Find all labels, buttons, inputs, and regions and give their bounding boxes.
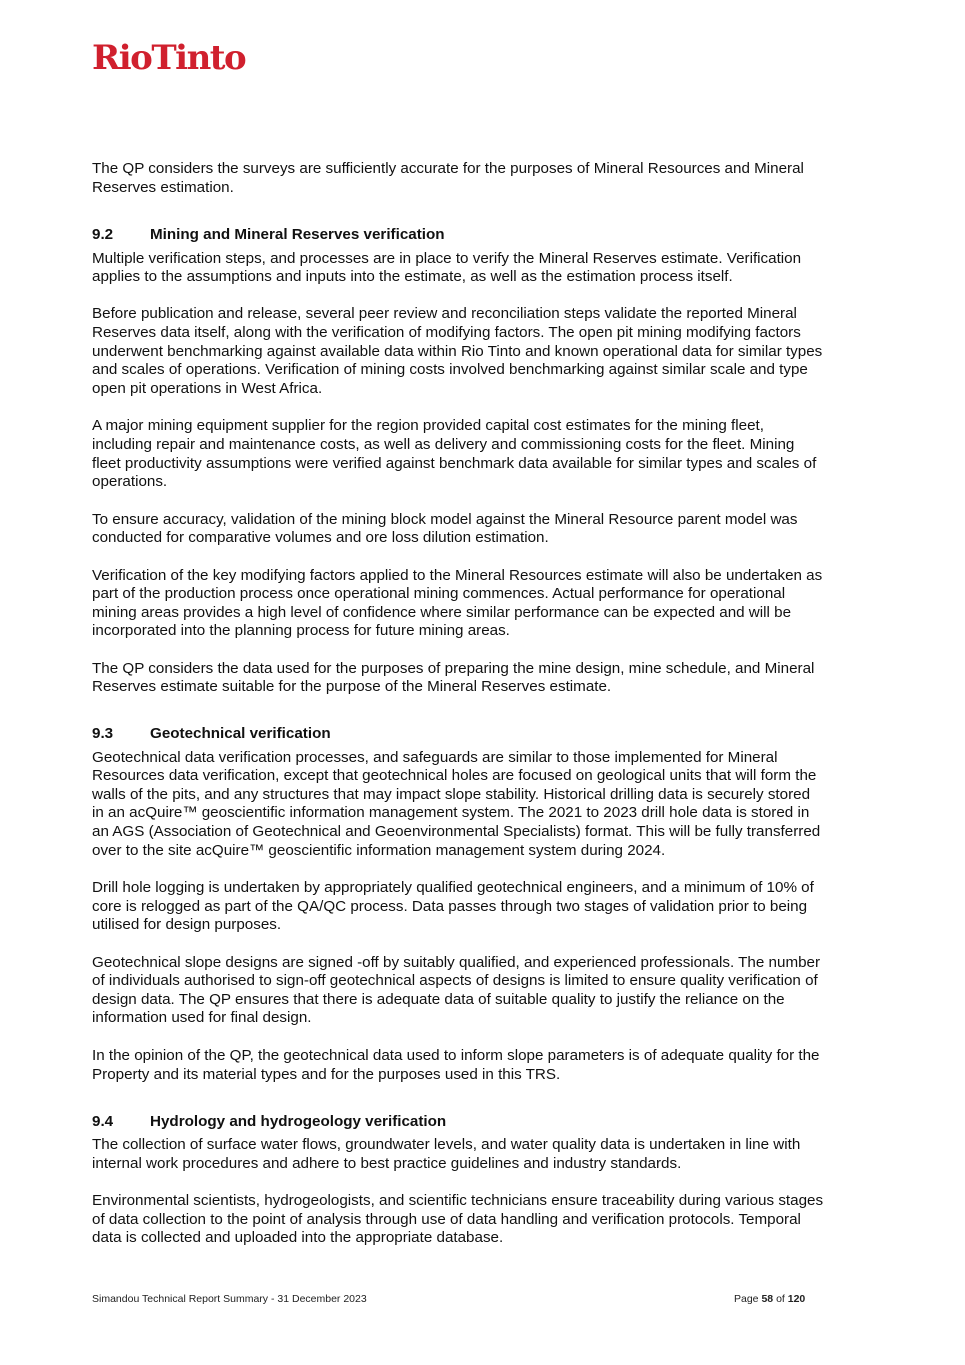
text-line: in an acQuire™ geoscientific information management system. The 2021 to 2023 drill hole data is stored in (92, 804, 810, 821)
text-line: information used for final design. (92, 1009, 312, 1026)
text-line: Before publication and release, several peer review and reconciliation steps validate the reported Mineral (92, 305, 797, 322)
footer-page-number (734, 1293, 805, 1305)
text-line: Verification of the key modifying factors applied to the Mineral Resources estimate will also be undertaken as (92, 567, 823, 584)
section-title: Hydrology and hydrogeology verification (150, 1113, 447, 1130)
text-line: of data collection to the point of analysis through use of data handling and verification protocols. Temporal (92, 1211, 801, 1228)
text-line: Drill hole logging is undertaken by appropriately qualified geotechnical engineers, and a minimum of 10% of (92, 879, 814, 896)
footer-report-title: Simandou Technical Report Summary - 31 December 2023 (92, 1293, 367, 1305)
text-line: A major mining equipment supplier for the region provided capital cost estimates for the mining fleet, (92, 417, 764, 434)
text-line: open pit operations in West Africa. (92, 380, 323, 397)
rio-tinto-logo: RioTinto (92, 38, 246, 78)
text-line: operations. (92, 473, 168, 490)
text-line: including repair and maintenance costs, as well as delivery and commissioning costs for the fleet. Mining (92, 436, 795, 453)
text-line: Reserves estimation. (92, 179, 234, 196)
text-line: fleet productivity assumptions were verified against benchmark data available for similar types and scales of (92, 455, 817, 472)
text-line: The QP considers the data used for the purposes of preparing the mine design, mine schedule, and Mineral (92, 660, 815, 677)
text-line: Environmental scientists, hydrogeologists, and scientific technicians ensure traceability during various stages (92, 1192, 824, 1209)
text-line: data is collected and uploaded into the appropriate database. (92, 1229, 504, 1246)
text-line: Reserves data itself, along with the verification of modifying factors. The open pit mining modifying factors (92, 324, 801, 341)
text-line: applies to the assumptions and inputs into the estimate, as well as the estimation process itself. (92, 268, 733, 285)
text-line: over to the site acQuire™ geoscientific information management system during 2024. (92, 842, 666, 859)
text-line: In the opinion of the QP, the geotechnical data used to inform slope parameters is of adequate quality for the (92, 1047, 820, 1064)
text-line: Geotechnical slope designs are signed -off by suitably qualified, and experienced professionals. The number (92, 954, 821, 971)
text-line: underwent benchmarking against available data within Rio Tinto and known operational data for similar types (92, 343, 823, 360)
section-title: Mining and Mineral Reserves verification (150, 226, 445, 243)
section-number: 9.4 (92, 1113, 114, 1130)
page-current: 58 (761, 1293, 774, 1305)
text-line: The collection of surface water flows, groundwater levels, and water quality data is undertaken in line with (92, 1136, 801, 1153)
section-title: Geotechnical verification (150, 725, 331, 742)
text-line: part of the production process once operational mining commences. Actual performance for operational (92, 585, 786, 602)
text-line: and scales of operations. Verification of mining costs involved benchmarking against similar scale and type (92, 361, 808, 378)
text-line: incorporated into the planning process for future mining areas. (92, 622, 510, 639)
text-line: core is relogged as part of the QA/QC process. Data passes through two stages of validation prior to being (92, 898, 808, 915)
text-line: walls of the pits, and any structures that may impact slope stability. Historical drilling data is securely stored (92, 786, 811, 803)
text-line: conducted for comparative volumes and ore loss dilution estimation. (92, 529, 549, 546)
page-total: 120 (787, 1293, 806, 1305)
text-line: of individuals authorised to sign-off geotechnical aspects of designs is limited to ensure quality verification of (92, 972, 818, 989)
section-heading-9-4 (92, 1113, 446, 1132)
text-line: Resources data verification, except that geotechnical holes are focused on geological units that will form the (92, 767, 817, 784)
text-line: utilised for design purposes. (92, 916, 282, 933)
text-line: design data. The QP ensures that there is adequate data of suitable quality to justify the reliance on the (92, 991, 785, 1008)
text-line: Property and its material types and for the purposes used in this TRS. (92, 1066, 561, 1083)
text-line: The QP considers the surveys are sufficiently accurate for the purposes of Mineral Resources and Mineral (92, 160, 804, 177)
page-label: Page (734, 1293, 759, 1305)
text-line: Geotechnical data verification processes, and safeguards are similar to those implemented for Mineral (92, 749, 778, 766)
page-of: of (776, 1293, 785, 1305)
text-line: Reserves estimate suitable for the purpose of the Mineral Reserves estimate. (92, 678, 612, 695)
text-line: To ensure accuracy, validation of the mining block model against the Mineral Resource parent model was (92, 511, 798, 528)
text-line: mining areas provides a high level of confidence where similar performance can be expected and will be (92, 604, 792, 621)
section-heading-9-2 (92, 226, 445, 245)
section-heading-9-3 (92, 725, 331, 744)
text-line: internal work procedures and adhere to best practice guidelines and industry standards. (92, 1155, 682, 1172)
section-number: 9.3 (92, 725, 114, 742)
section-number: 9.2 (92, 226, 114, 243)
text-line: Multiple verification steps, and processes are in place to verify the Mineral Reserves estimate. Verification (92, 250, 802, 267)
text-line: an AGS (Association of Geotechnical and Geoenvironmental Specialists) format. This will be fully transferred (92, 823, 821, 840)
